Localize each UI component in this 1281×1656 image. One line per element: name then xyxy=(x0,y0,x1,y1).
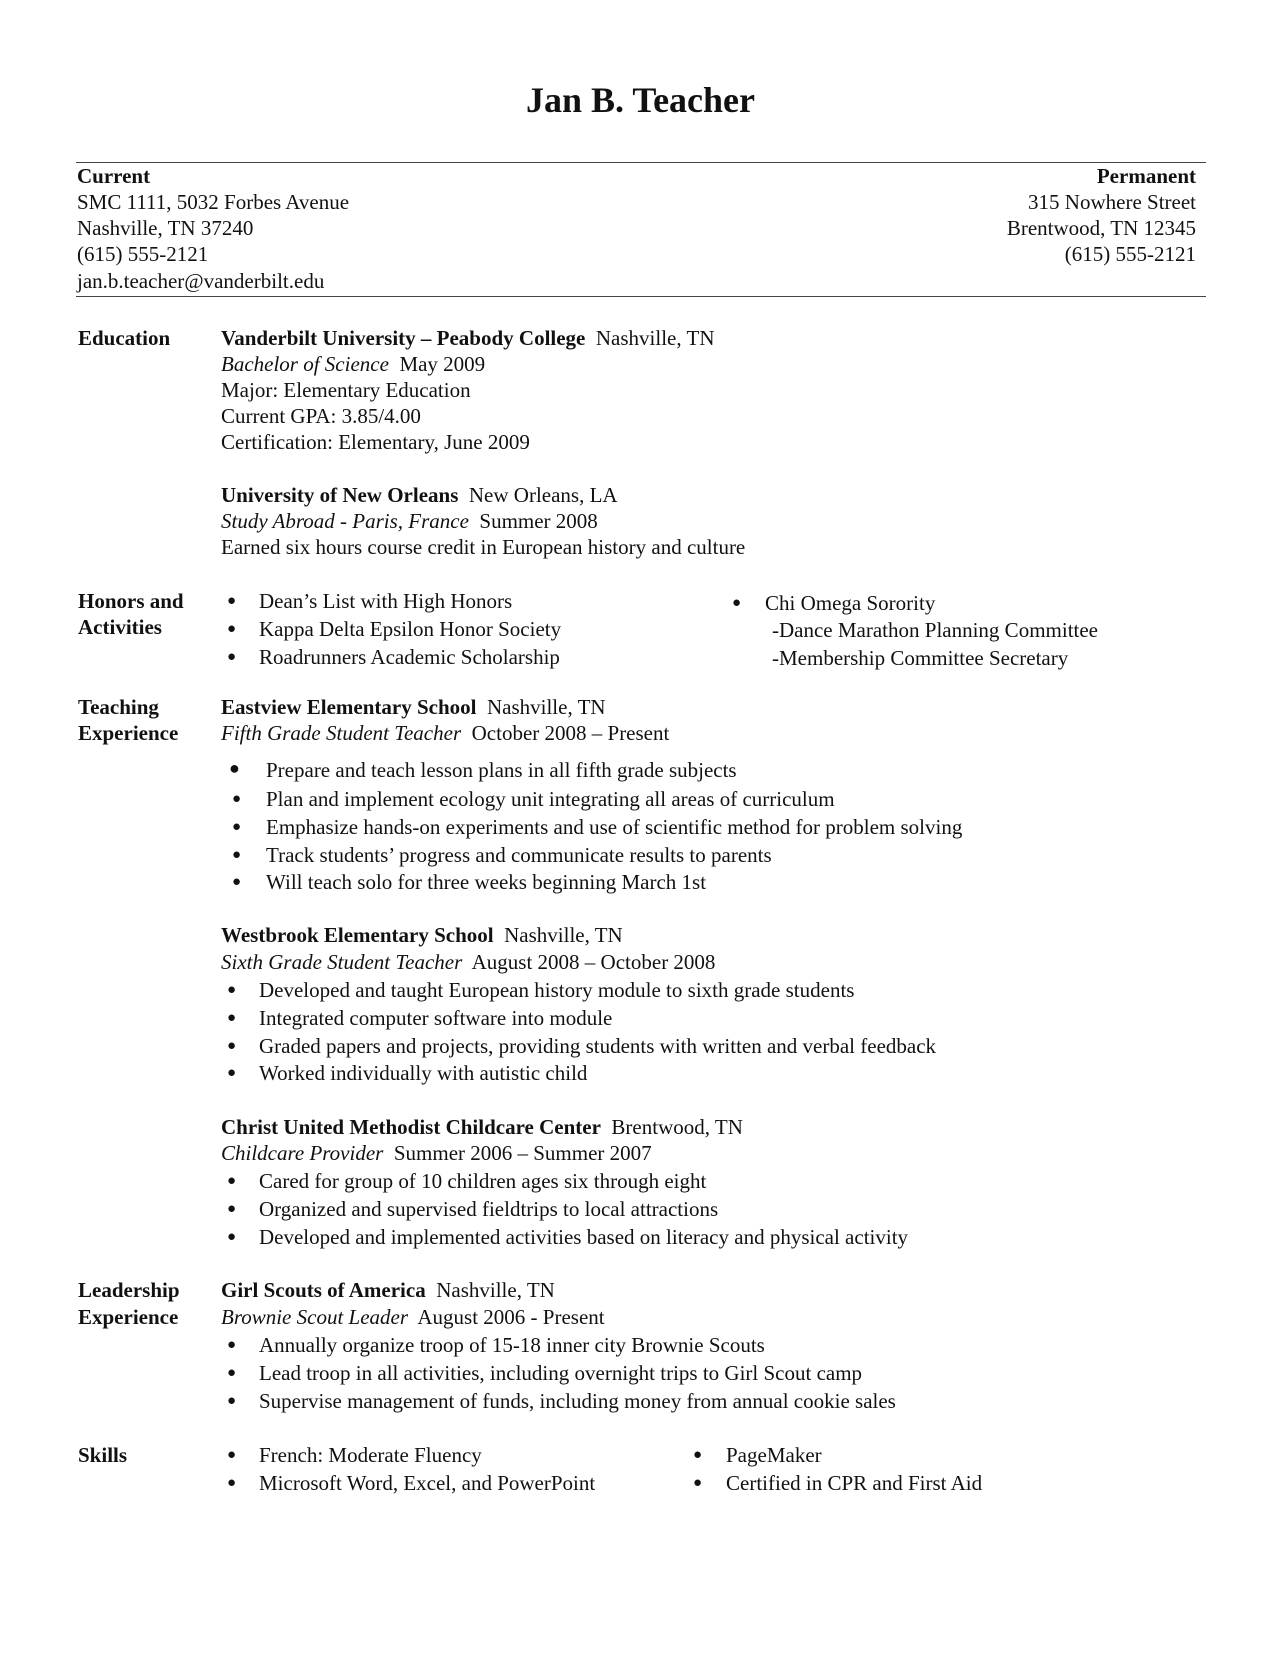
bullet-icon: ● xyxy=(227,649,237,665)
skills-item: PageMaker xyxy=(726,1443,822,1467)
honors-right-item: Chi Omega Sorority xyxy=(765,591,936,615)
bullet-icon: ● xyxy=(227,1201,237,1217)
current-address-line1: SMC 1111, 5032 Forbes Avenue xyxy=(77,190,350,214)
school1-certification: Certification: Elementary, June 2009 xyxy=(221,430,530,454)
bullet-icon: ● xyxy=(227,1393,237,1409)
bullet-icon: ● xyxy=(227,1447,237,1463)
job3-bullet: Organized and supervised fieldtrips to local attractions xyxy=(259,1197,719,1221)
school1-location: Nashville, TN xyxy=(595,326,715,350)
bullet-icon: ● xyxy=(227,1229,237,1245)
honors-item: Dean’s List with High Honors xyxy=(259,589,513,613)
job3-location: Brentwood, TN xyxy=(611,1115,743,1139)
teaching-label-line1: Teaching xyxy=(78,695,159,719)
permanent-heading: Permanent xyxy=(1096,164,1196,188)
school1-major: Major: Elementary Education xyxy=(221,378,471,402)
leadership-title: Brownie Scout Leader xyxy=(221,1305,409,1329)
honors-label-line2: Activities xyxy=(78,615,162,639)
honors-item: Kappa Delta Epsilon Honor Society xyxy=(259,617,562,641)
job2-location: Nashville, TN xyxy=(504,923,623,947)
skills-item: French: Moderate Fluency xyxy=(259,1443,482,1467)
permanent-address-line2: Brentwood, TN 12345 xyxy=(1006,216,1196,240)
job1-header xyxy=(221,694,606,720)
leadership-dates: August 2006 - Present xyxy=(417,1305,605,1329)
job2-dates: August 2008 – October 2008 xyxy=(471,950,716,974)
bullet-icon: ● xyxy=(693,1447,703,1463)
job1-bullet: Will teach solo for three weeks beginning March 1st xyxy=(266,870,707,894)
job3-title-line xyxy=(221,1140,652,1166)
skills-label: Skills xyxy=(78,1443,128,1467)
header-bottom-rule xyxy=(76,296,1206,297)
bullet-icon: ● xyxy=(227,1475,237,1491)
job1-bullet: Emphasize hands-on experiments and use of scientific method for problem solving xyxy=(266,815,963,839)
job1-location: Nashville, TN xyxy=(486,695,606,719)
honors-item: Roadrunners Academic Scholarship xyxy=(259,645,560,669)
skills-item: Certified in CPR and First Aid xyxy=(726,1471,983,1495)
school2-program-line xyxy=(221,508,598,534)
leadership-location: Nashville, TN xyxy=(436,1278,555,1302)
school2-date: Summer 2008 xyxy=(479,509,598,533)
leadership-label-line2: Experience xyxy=(78,1305,179,1329)
job2-org: Westbrook Elementary School xyxy=(221,923,494,947)
bullet-icon: ● xyxy=(232,847,242,863)
current-phone: (615) 555-2121 xyxy=(77,242,209,266)
leadership-header xyxy=(221,1277,555,1303)
job2-title-line xyxy=(221,949,715,975)
leadership-bullet: Supervise management of funds, including money from annual cookie sales xyxy=(259,1389,896,1413)
job1-bullet: Track students’ progress and communicate results to parents xyxy=(266,843,772,867)
bullet-icon: ● xyxy=(232,791,242,807)
education-label: Education xyxy=(78,326,171,350)
school1-name: Vanderbilt University – Peabody College xyxy=(221,326,586,350)
job1-org: Eastview Elementary School xyxy=(221,695,477,719)
skills-item: Microsoft Word, Excel, and PowerPoint xyxy=(259,1471,596,1495)
job2-bullet: Developed and taught European history module to sixth grade students xyxy=(259,978,855,1002)
school1-date: May 2009 xyxy=(399,352,486,376)
bullet-icon: ● xyxy=(227,1365,237,1381)
job3-bullet: Developed and implemented activities based on literacy and physical activity xyxy=(259,1225,909,1249)
bullet-icon: ● xyxy=(693,1475,703,1491)
education-school2 xyxy=(221,482,618,508)
bullet-icon: ● xyxy=(227,621,237,637)
job1-dates: October 2008 – Present xyxy=(471,721,670,745)
job1-bullet: Plan and implement ecology unit integrating all areas of curriculum xyxy=(266,787,835,811)
bullet-icon: ● xyxy=(229,758,240,778)
bullet-icon: ● xyxy=(227,1337,237,1353)
bullet-icon: ● xyxy=(227,1065,237,1081)
education-school1 xyxy=(221,325,715,351)
leadership-label-line1: Leadership xyxy=(78,1278,180,1302)
job1-title: Fifth Grade Student Teacher xyxy=(221,721,462,745)
job3-bullet: Cared for group of 10 children ages six through eight xyxy=(259,1169,707,1193)
permanent-address-line1: 315 Nowhere Street xyxy=(1028,190,1196,214)
honors-right-sub: -Membership Committee Secretary xyxy=(772,646,1069,670)
bullet-icon: ● xyxy=(227,1173,237,1189)
current-address-line2: Nashville, TN 37240 xyxy=(77,216,254,240)
bullet-icon: ● xyxy=(232,819,242,835)
job2-header xyxy=(221,922,623,948)
school1-gpa: Current GPA: 3.85/4.00 xyxy=(221,404,421,428)
job3-header xyxy=(221,1114,743,1140)
honors-right-sub: -Dance Marathon Planning Committee xyxy=(772,618,1099,642)
bullet-icon: ● xyxy=(227,1038,237,1054)
current-email: jan.b.teacher@vanderbilt.edu xyxy=(77,269,325,293)
leadership-org: Girl Scouts of America xyxy=(221,1278,426,1302)
job2-bullet: Integrated computer software into module xyxy=(259,1006,613,1030)
school2-program: Study Abroad - Paris, France xyxy=(221,509,469,533)
bullet-icon: ● xyxy=(227,982,237,998)
leadership-title-line xyxy=(221,1304,605,1330)
school1-degree: Bachelor of Science xyxy=(221,352,389,376)
leadership-bullet: Annually organize troop of 15-18 inner city Brownie Scouts xyxy=(259,1333,765,1357)
job2-bullet: Worked individually with autistic child xyxy=(259,1061,588,1085)
job3-org: Christ United Methodist Childcare Center xyxy=(221,1115,601,1139)
bullet-icon: ● xyxy=(732,595,742,611)
school2-location: New Orleans, LA xyxy=(468,483,618,507)
leadership-bullet: Lead troop in all activities, including overnight trips to Girl Scout camp xyxy=(259,1361,863,1385)
permanent-phone: (615) 555-2121 xyxy=(1064,242,1196,266)
current-heading: Current xyxy=(77,164,151,188)
bullet-icon: ● xyxy=(232,874,242,890)
bullet-icon: ● xyxy=(227,1010,237,1026)
job3-title: Childcare Provider xyxy=(221,1141,384,1165)
honors-label-line1: Honors and xyxy=(78,589,184,613)
job1-title-line xyxy=(221,720,669,746)
job2-bullet: Graded papers and projects, providing students with written and verbal feedback xyxy=(259,1034,937,1058)
school2-name: University of New Orleans xyxy=(221,483,459,507)
job2-title: Sixth Grade Student Teacher xyxy=(221,950,463,974)
bullet-icon: ● xyxy=(227,593,237,609)
teaching-label-line2: Experience xyxy=(78,721,179,745)
school2-note: Earned six hours course credit in European history and culture xyxy=(221,535,746,559)
school1-degree-line xyxy=(221,351,485,377)
resume-name: Jan B. Teacher xyxy=(525,80,756,120)
header-top-rule xyxy=(76,162,1206,163)
job1-bullet: Prepare and teach lesson plans in all fifth grade subjects xyxy=(266,758,737,782)
job3-dates: Summer 2006 – Summer 2007 xyxy=(393,1141,652,1165)
